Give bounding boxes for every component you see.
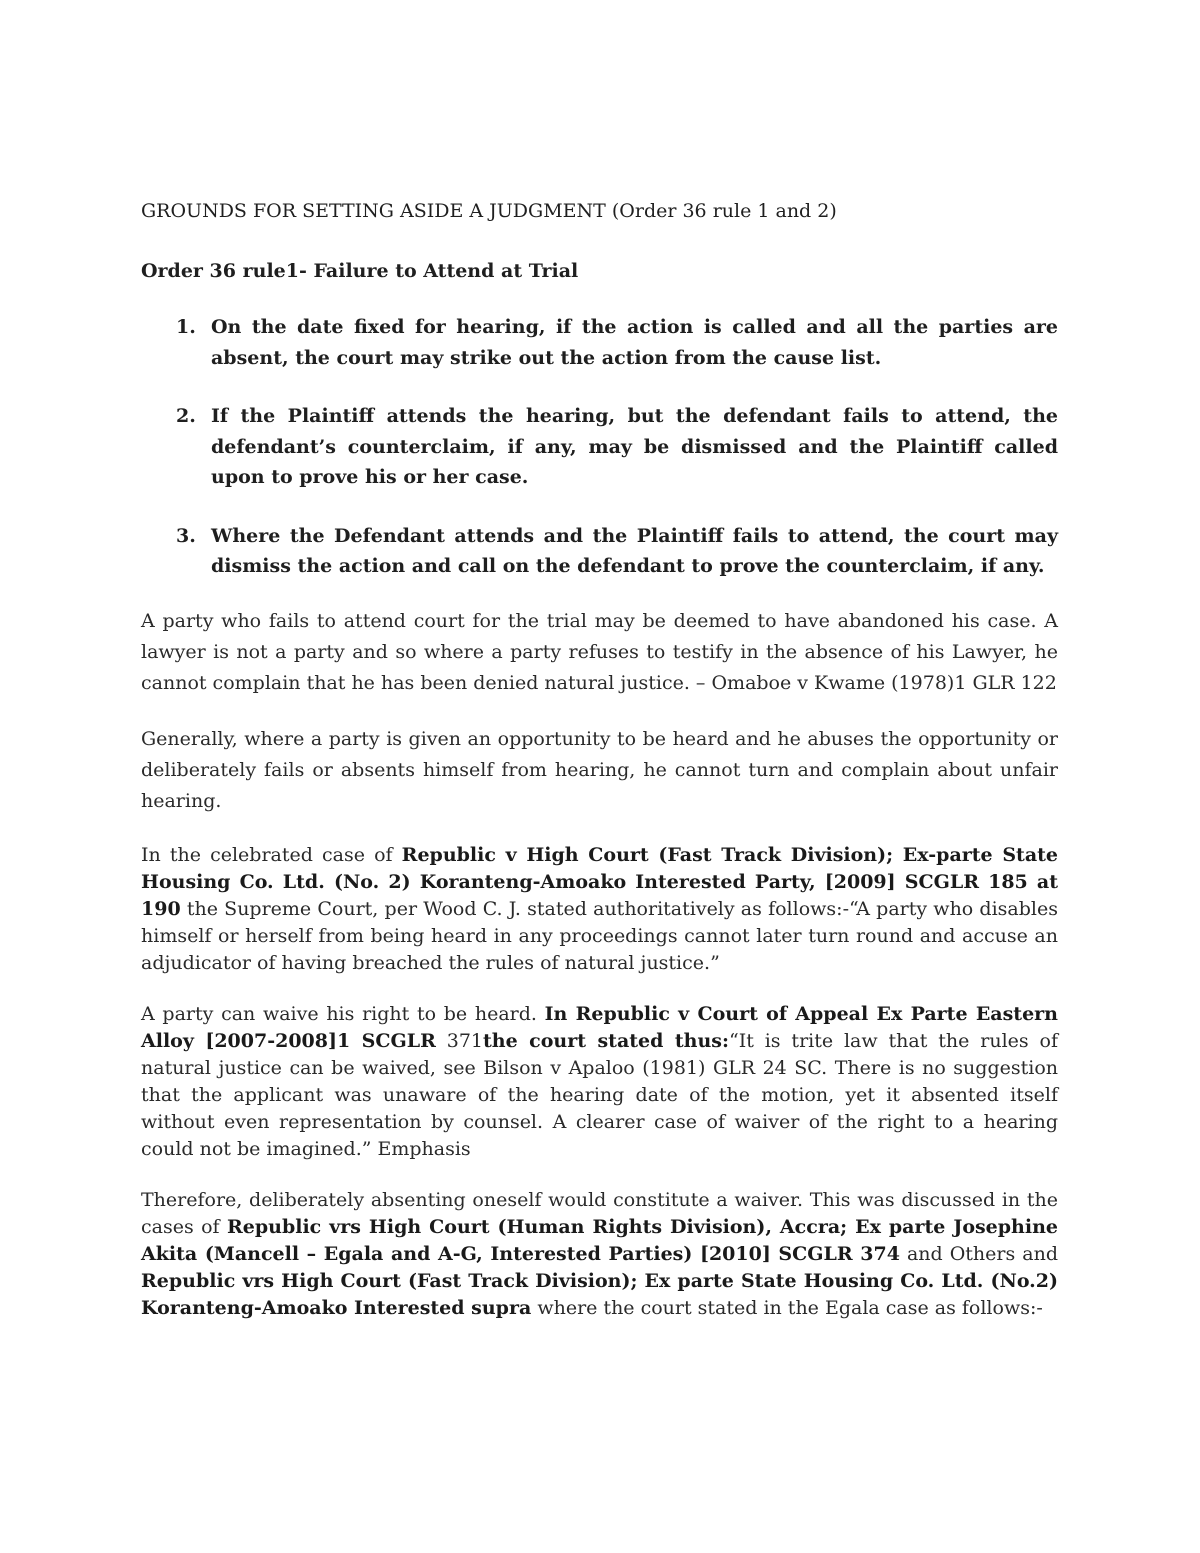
paragraph-text: In the celebrated case of xyxy=(141,843,402,866)
paragraph-waiver xyxy=(141,1001,1058,1163)
rule-text: If the Plaintiff attends the hearing, but the defendant fails to attend, the defendant’s counterclaim, if any, may be dismissed and the Plaintiff called upon to prove his or her case. xyxy=(211,405,1058,488)
paragraph-text: 371 xyxy=(435,1029,484,1052)
rule-number: 2. xyxy=(176,405,196,427)
paragraph-text: and Others and xyxy=(899,1242,1058,1265)
paragraph-abandonment: A party who fails to attend court for the trial may be deemed to have abandoned his case. A lawyer is not a party and so where a party refuses to testify in the absence of his Lawyer, he cannot complain that he has been denied natural justice. – Omaboe v Kwame (1978)1 GLR 122 xyxy=(141,609,1058,694)
quotation-text: “It is trite law that the rules of natural justice can be waived, see Bilson v Apaloo (1981) GLR 24 SC. There is no suggestion that the applicant was unaware of the hearing date of the motion, yet it absented itself without even representation by counsel. A clearer case of waiver of the right to a hearing could not be imagined.” Emphasis xyxy=(141,1029,1058,1160)
emphasis-text: the court stated thus: xyxy=(483,1029,729,1052)
paragraph-text: where the court stated in the Egala case as follows:- xyxy=(531,1296,1043,1319)
rule-text: Where the Defendant attends and the Plaintiff fails to attend, the court may dismiss the action and call on the defendant to prove the counterclaim, if any. xyxy=(211,524,1058,577)
rule-item-1 xyxy=(141,312,1058,373)
paragraph-general-rule: Generally, where a party is given an opportunity to be heard and he abuses the opportunity or deliberately fails or absents himself from hearing, he cannot turn and complain about unfair hearing. xyxy=(141,727,1058,812)
document-heading: GROUNDS FOR SETTING ASIDE A JUDGMENT (Order 36 rule 1 and 2) xyxy=(141,200,837,222)
rule-text: On the date fixed for hearing, if the action is called and all the parties are absent, the court may strike out the action from the cause list. xyxy=(211,316,1058,369)
paragraph-text: Therefore, deliberately absenting oneself would constitute a waiver. This was discussed in the cases of xyxy=(141,1188,1058,1238)
section-subheading: Order 36 rule1- Failure to Attend at Trial xyxy=(141,260,579,282)
case-citation: In Republic v Court of Appeal Ex Parte Eastern Alloy [2007-2008]1 SCGLR xyxy=(141,1002,1058,1052)
case-citation: Republic v High Court (Fast Track Division); Ex-parte State Housing Co. Ltd. (No. 2) Koranteng-Amoako Interested Party, [2009] SCGLR 185 at 190 xyxy=(141,843,1058,920)
paragraph-text: A party can waive his right to be heard. xyxy=(141,1002,545,1025)
rules-list xyxy=(141,312,1058,582)
rule-number: 3. xyxy=(176,524,196,547)
paragraph-deliberate-absence xyxy=(141,1187,1058,1322)
case-citation: Republic vrs High Court (Fast Track Division); Ex parte State Housing Co. Ltd. (No.2) Koranteng-Amoako Interested supra xyxy=(141,1269,1058,1319)
case-citation: Republic vrs High Court (Human Rights Division), Accra; Ex parte Josephine Akita (Mancell – Egala and A-G, Interested Parties) [2010] SCGLR 374 xyxy=(141,1215,1058,1265)
paragraph-text: the Supreme Court, per Wood C. J. stated authoritatively as follows:-“A party who disables himself or herself from being heard in any proceedings cannot later turn round and accuse an adjudicator of having breached the rules of natural justice.” xyxy=(141,897,1058,974)
rule-number: 1. xyxy=(176,316,196,338)
document-body xyxy=(141,196,1058,1346)
rule-item-2 xyxy=(141,401,1058,493)
rule-item-3 xyxy=(141,521,1058,582)
paragraph-celebrated-case xyxy=(141,842,1058,977)
